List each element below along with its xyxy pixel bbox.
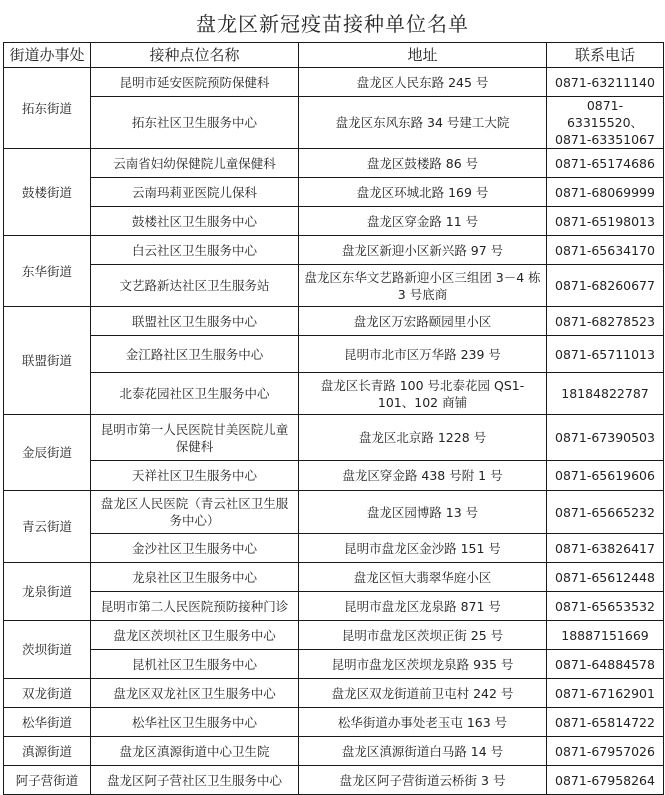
table-row xyxy=(4,336,664,373)
table-row xyxy=(4,415,664,461)
address-cell: 盘龙区双龙街道前卫屯村 242 号 xyxy=(299,679,547,708)
phone-cell: 0871-65814722 xyxy=(547,708,664,737)
page-title: 盘龙区新冠疫苗接种单位名单 xyxy=(196,12,469,36)
site-name-cell: 盘龙区人民医院（青云社区卫生服务中心） xyxy=(91,491,299,534)
table-row xyxy=(4,307,664,336)
site-name-cell: 松华社区卫生服务中心 xyxy=(91,708,299,737)
address-cell: 昆明市北市区万华路 239 号 xyxy=(299,336,547,373)
phone-cell: 0871-65198013 xyxy=(547,207,664,236)
address-cell: 盘龙区阿子营街道云桥街 3 号 xyxy=(299,766,547,795)
address-cell: 盘龙区环城北路 169 号 xyxy=(299,178,547,207)
phone-cell: 0871-67162901 xyxy=(547,679,664,708)
phone-cell: 0871-65665232 xyxy=(547,491,664,534)
address-cell: 盘龙区恒大翡翠华庭小区 xyxy=(299,563,547,592)
table-row xyxy=(4,708,664,737)
site-name-cell: 拓东社区卫生服务中心 xyxy=(91,97,299,149)
site-name-cell: 盘龙区阿子营社区卫生服务中心 xyxy=(91,766,299,795)
address-cell: 昆明市盘龙区茨坝正街 25 号 xyxy=(299,621,547,650)
table-row xyxy=(4,621,664,650)
phone-cell: 0871-63315520、0871-63351067 xyxy=(547,97,664,149)
site-name-cell: 龙泉社区卫生服务中心 xyxy=(91,563,299,592)
table-row xyxy=(4,461,664,491)
site-name-cell: 金江路社区卫生服务中心 xyxy=(91,336,299,373)
address-cell: 昆明市盘龙区龙泉路 871 号 xyxy=(299,592,547,621)
table-row xyxy=(4,650,664,679)
table-row xyxy=(4,373,664,415)
address-cell: 松华街道办事处老玉屯 163 号 xyxy=(299,708,547,737)
address-cell: 盘龙区新迎小区新兴路 97 号 xyxy=(299,236,547,265)
table-row xyxy=(4,766,664,795)
phone-cell: 0871-67957026 xyxy=(547,737,664,766)
site-name-cell: 昆明市第二人民医院预防接种门诊 xyxy=(91,592,299,621)
phone-cell: 0871-65711013 xyxy=(547,336,664,373)
address-cell: 昆明市盘龙区金沙路 151 号 xyxy=(299,534,547,563)
table-row xyxy=(4,679,664,708)
district-cell: 东华街道 xyxy=(4,236,91,307)
district-cell: 滇源街道 xyxy=(4,737,91,766)
address-cell: 盘龙区东华文艺路新迎小区三组团 3－4 栋 3 号底商 xyxy=(299,265,547,307)
vaccination-sites-table xyxy=(3,42,664,795)
header-site-name: 接种点位名称 xyxy=(91,43,299,68)
address-cell: 盘龙区滇源街道白马路 14 号 xyxy=(299,737,547,766)
site-name-cell: 盘龙区滇源街道中心卫生院 xyxy=(91,737,299,766)
phone-cell: 18184822787 xyxy=(547,373,664,415)
table-body xyxy=(4,68,664,795)
site-name-cell: 云南玛莉亚医院儿保科 xyxy=(91,178,299,207)
site-name-cell: 天祥社区卫生服务中心 xyxy=(91,461,299,491)
address-cell: 盘龙区长青路 100 号北泰花园 QS1-101、102 商铺 xyxy=(299,373,547,415)
district-cell: 双龙街道 xyxy=(4,679,91,708)
site-name-cell: 金沙社区卫生服务中心 xyxy=(91,534,299,563)
table-row xyxy=(4,534,664,563)
site-name-cell: 昆明市延安医院预防保健科 xyxy=(91,68,299,97)
table-row xyxy=(4,178,664,207)
address-cell: 盘龙区万宏路颐园里小区 xyxy=(299,307,547,336)
site-name-cell: 昆明市第一人民医院甘美医院儿童保健科 xyxy=(91,415,299,461)
district-cell: 茨坝街道 xyxy=(4,621,91,679)
table-row xyxy=(4,563,664,592)
table-row xyxy=(4,207,664,236)
district-cell: 阿子营街道 xyxy=(4,766,91,795)
site-name-cell: 北泰花园社区卫生服务中心 xyxy=(91,373,299,415)
address-cell: 盘龙区人民东路 245 号 xyxy=(299,68,547,97)
phone-cell: 0871-67390503 xyxy=(547,415,664,461)
phone-cell: 0871-63211140 xyxy=(547,68,664,97)
site-name-cell: 白云社区卫生服务中心 xyxy=(91,236,299,265)
phone-cell: 0871-65619606 xyxy=(547,461,664,491)
table-row xyxy=(4,97,664,149)
district-cell: 青云街道 xyxy=(4,491,91,563)
table-row xyxy=(4,737,664,766)
header-address: 地址 xyxy=(299,43,547,68)
table-row xyxy=(4,592,664,621)
table-row xyxy=(4,68,664,97)
site-name-cell: 鼓楼社区卫生服务中心 xyxy=(91,207,299,236)
site-name-cell: 联盟社区卫生服务中心 xyxy=(91,307,299,336)
address-cell: 盘龙区园博路 13 号 xyxy=(299,491,547,534)
phone-cell: 0871-64884578 xyxy=(547,650,664,679)
phone-cell: 0871-67958264 xyxy=(547,766,664,795)
district-cell: 拓东街道 xyxy=(4,68,91,149)
address-cell: 昆明市盘龙区茨坝龙泉路 935 号 xyxy=(299,650,547,679)
district-cell: 龙泉街道 xyxy=(4,563,91,621)
phone-cell: 0871-65653532 xyxy=(547,592,664,621)
table-header-row xyxy=(4,43,664,68)
site-name-cell: 盘龙区茨坝社区卫生服务中心 xyxy=(91,621,299,650)
site-name-cell: 云南省妇幼保健院儿童保健科 xyxy=(91,149,299,178)
site-name-cell: 盘龙区双龙社区卫生服务中心 xyxy=(91,679,299,708)
phone-cell: 0871-65634170 xyxy=(547,236,664,265)
header-phone: 联系电话 xyxy=(547,43,664,68)
table-row xyxy=(4,491,664,534)
phone-cell: 0871-68260677 xyxy=(547,265,664,307)
phone-cell: 0871-68069999 xyxy=(547,178,664,207)
phone-cell: 0871-65174686 xyxy=(547,149,664,178)
district-cell: 金辰街道 xyxy=(4,415,91,491)
phone-cell: 0871-65612448 xyxy=(547,563,664,592)
phone-cell: 18887151669 xyxy=(547,621,664,650)
table-row xyxy=(4,265,664,307)
table-row xyxy=(4,236,664,265)
address-cell: 盘龙区穿金路 438 号附 1 号 xyxy=(299,461,547,491)
district-cell: 鼓楼街道 xyxy=(4,149,91,236)
phone-cell: 0871-63826417 xyxy=(547,534,664,563)
address-cell: 盘龙区北京路 1228 号 xyxy=(299,415,547,461)
table-row xyxy=(4,149,664,178)
phone-cell: 0871-68278523 xyxy=(547,307,664,336)
header-district: 街道办事处 xyxy=(4,43,91,68)
site-name-cell: 文艺路新达社区卫生服务站 xyxy=(91,265,299,307)
site-name-cell: 昆机社区卫生服务中心 xyxy=(91,650,299,679)
address-cell: 盘龙区穿金路 11 号 xyxy=(299,207,547,236)
district-cell: 松华街道 xyxy=(4,708,91,737)
address-cell: 盘龙区东风东路 34 号建工大院 xyxy=(299,97,547,149)
address-cell: 盘龙区鼓楼路 86 号 xyxy=(299,149,547,178)
district-cell: 联盟街道 xyxy=(4,307,91,415)
